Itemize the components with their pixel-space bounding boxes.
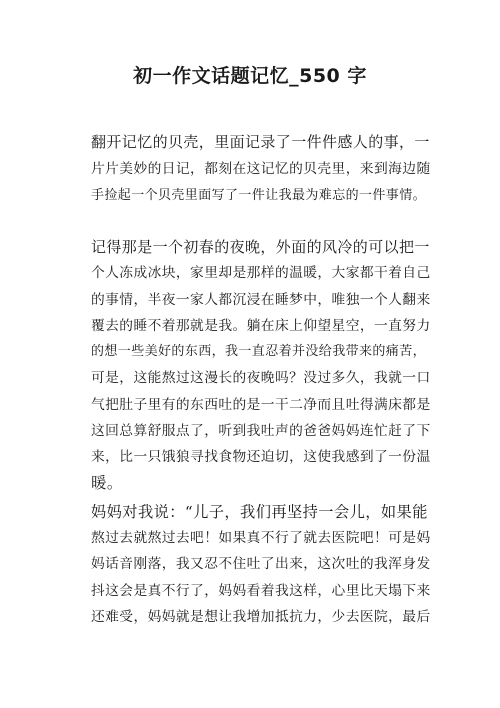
paragraph-3-line-1: 妈妈对我说：“儿子，我们再坚持一会儿，如果能 [91,503,428,521]
paragraph-2-line-7: 气把肚子里有的东西吐的是一干二净而且吐得满床都是 [91,397,431,413]
paragraph-2-line-10: 暖。 [91,474,123,492]
paragraph-3-line-5: 还难受，妈妈就是想让我增加抵抗力，少去医院，最后 [91,609,431,625]
paragraph-2-line-1: 记得那是一个初春的夜晚，外面的风冷的可以把一 [91,238,430,256]
paragraph-2-line-2: 个人冻成冰块，家里却是那样的温暖，大家都干着自己 [91,265,431,281]
paragraph-2-line-4: 覆去的睡不着那就是我。躺在床上仰望星空，一直努力 [91,318,431,334]
paragraph-3-line-4: 抖这会是真不行了，妈妈看着我这样，心里比天塌下来 [91,583,431,599]
paragraph-2-line-8: 这回总算舒服点了，听到我吐声的爸爸妈妈连忙赶了下 [91,423,431,439]
paragraph-2-line-6: 可是，这能熬过这漫长的夜晚吗？没过多久，我就一口 [91,370,431,386]
paragraph-1-line-1: 翻开记忆的贝壳，里面记录了一件件感人的事，一 [91,133,430,151]
paragraph-3-line-2: 熬过去就熬过去吧！如果真不行了就去医院吧！可是妈 [91,530,431,546]
paragraph-2-line-5: 的想一些美好的东西，我一直忍着并没给我带来的痛苦， [91,344,427,359]
paragraph-2-line-9: 来，比一只饿狼寻找食物还迫切，这使我感到了一份温 [91,449,431,465]
paragraph-1-line-3: 手捡起一个贝壳里面写了一件让我最为难忘的一件事情。 [91,188,427,203]
paragraph-2-line-3: 的事情，半夜一家人都沉浸在睡梦中，唯独一个人翻来 [91,292,431,308]
paragraph-1-line-2: 片片美妙的日记，都刻在这记忆的贝壳里，来到海边随 [91,161,431,177]
paragraph-3-line-3: 妈话音刚落，我又忍不住吐了出来，这次吐的我浑身发 [91,556,431,572]
document-title: 初一作文话题记忆_550 字 [133,65,367,87]
